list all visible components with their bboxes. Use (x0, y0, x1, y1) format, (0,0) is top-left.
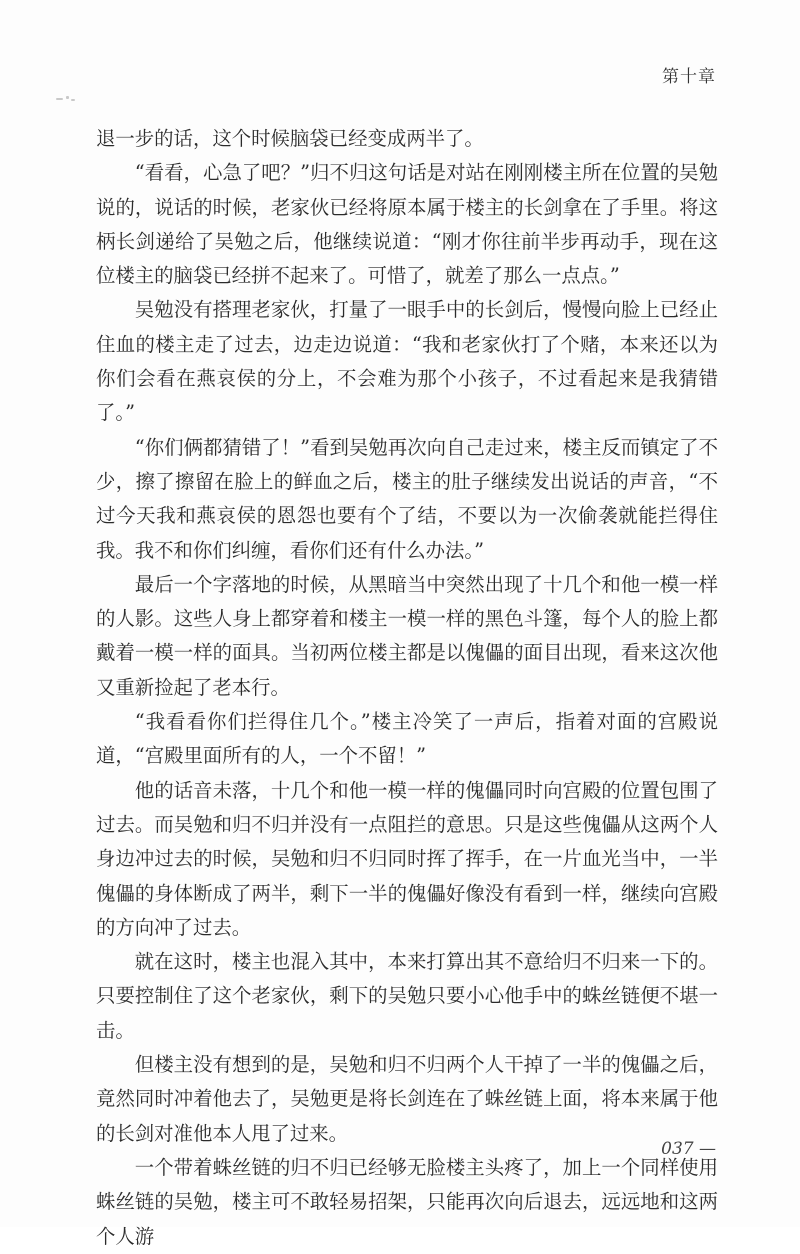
paragraph: “我看看你们拦得住几个。”楼主冷笑了一声后，指着对面的宫殿说道，“宫殿里面所有的人，一个不留！” (96, 710, 718, 768)
paragraph: “你们俩都猜错了！”看到吴勉再次向自己走过来，楼主反而镇定了不少，擦了擦留在脸上的鲜血之后，楼主的肚子继续发出说话的声音，“不过今天我和燕哀侯的恩怨也要有个了结，不要以为一次偷袭就能拦得住我。我不和你们纠缠，看你们还有什么办法。” (96, 435, 718, 562)
paragraph: 吴勉没有搭理老家伙，打量了一眼手中的长剑后，慢慢向脸上已经止住血的楼主走了过去，边走边说道：“我和老家伙打了个赌，本来还以为你们会看在燕哀侯的分上，不会难为那个小孩子，不过看起来是我猜错了。” (96, 298, 718, 425)
paragraph: 退一步的话，这个时候脑袋已经变成两半了。 (96, 127, 484, 150)
paragraph: 他的话音未落，十几个和他一模一样的傀儡同时向宫殿的位置包围了过去。而吴勉和归不归并没有一点阻拦的意思。只是这些傀儡从这两个人身边冲过去的时候，吴勉和归不归同时挥了挥手，在一片血光当中，一半傀儡的身体断成了两半，剩下一半的傀儡好像没有看到一样，继续向宫殿的方向冲了过去。 (96, 778, 718, 939)
chapter-header: 第十章 (662, 67, 716, 87)
paragraph: 但楼主没有想到的是，吴勉和归不归两个人干掉了一半的傀儡之后，竟然同时冲着他去了，吴勉更是将长剑连在了蛛丝链上面，将本来属于他的长剑对准他本人甩了过来。 (96, 1053, 718, 1145)
text-body (96, 122, 718, 1254)
scan-specks (56, 96, 76, 102)
page-number: 037 — (661, 1139, 716, 1159)
paragraph: 就在这时，楼主也混入其中，本来打算出其不意给归不归来一下的。只要控制住了这个老家伙，剩下的吴勉只要小心他手中的蛛丝链便不堪一击。 (96, 950, 718, 1042)
paragraph: 最后一个字落地的时候，从黑暗当中突然出现了十几个和他一模一样的人影。这些人身上都穿着和楼主一模一样的黑色斗篷，每个人的脸上都戴着一模一样的面具。当初两位楼主都是以傀儡的面目出现，看来这次他又重新捡起了老本行。 (96, 572, 718, 699)
paragraph: 一个带着蛛丝链的归不归已经够无脸楼主头疼了，加上一个同样使用蛛丝链的吴勉，楼主可不敢轻易招架，只能再次向后退去，远远地和这两个人游 (96, 1155, 718, 1248)
paragraph: “看看，心急了吧？”归不归这句话是对站在刚刚楼主所在位置的吴勉说的，说话的时候，老家伙已经将原本属于楼主的长剑拿在了手里。将这柄长剑递给了吴勉之后，他继续说道：“刚才你往前半步再动手，现在这位楼主的脑袋已经拼不起来了。可惜了，就差了那么一点点。” (96, 161, 718, 288)
